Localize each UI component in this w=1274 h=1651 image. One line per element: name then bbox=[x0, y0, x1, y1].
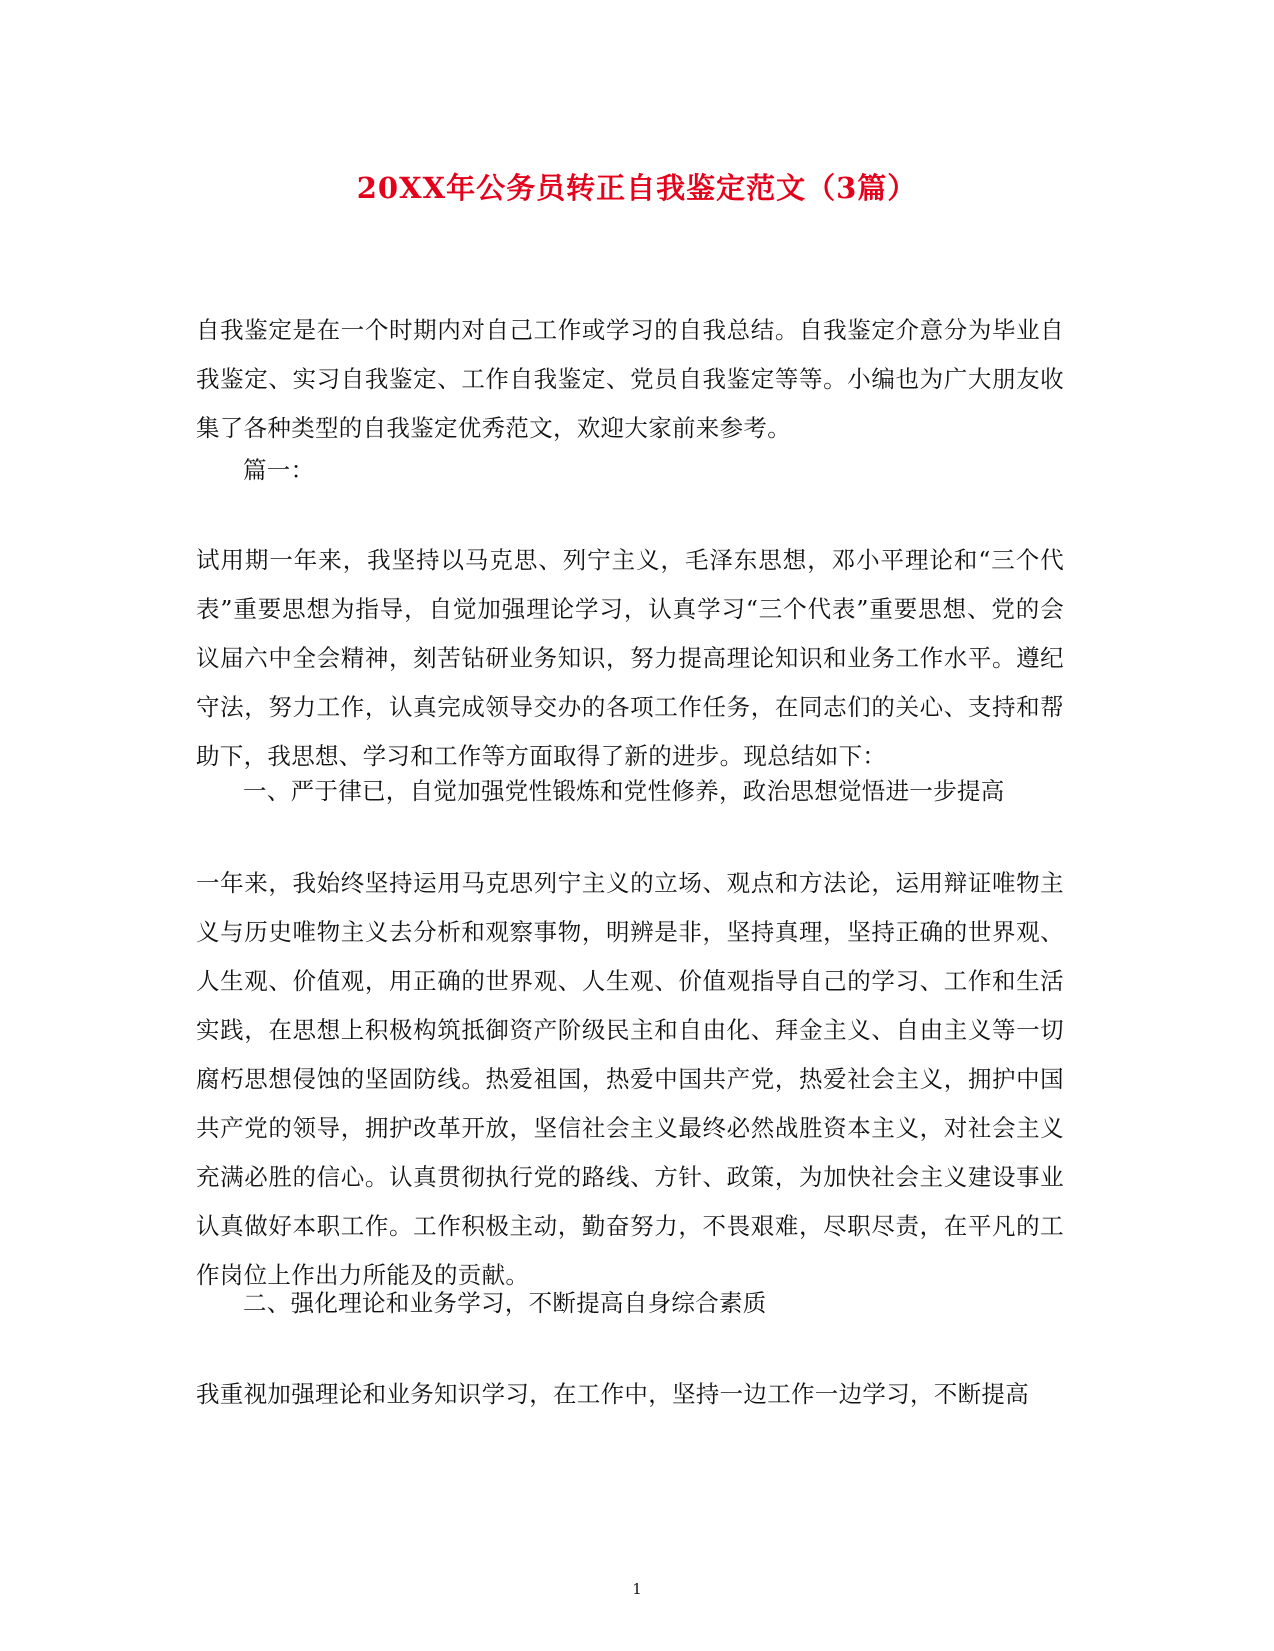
section-label: 篇一： bbox=[243, 456, 315, 484]
section-heading-2: 二、强化理论和业务学习，不断提高自身综合素质 bbox=[243, 1289, 767, 1317]
body-paragraph-2: 一年来，我始终坚持运用马克思列宁主义的立场、观点和方法论，运用辩证唯物主义与历史唯物主义去分析和观察事物，明辨是非，坚持真理，坚持正确的世界观、人生观、价值观，用正确的世界观、人生观、价值观指导自己的学习、工作和生活实践，在思想上积极构筑抵御资产阶级民主和自由化、拜金主义、自由主义等一切腐朽思想侵蚀的坚固防线。热爱祖国，热爱中国共产党，热爱社会主义，拥护中国共产党的领导，拥护改革开放，坚信社会主义最终必然战胜资本主义，对社会主义充满必胜的信心。认真贯彻执行党的路线、方针、政策，为加快社会主义建设事业认真做好本职工作。工作积极主动，勤奋努力，不畏艰难，尽职尽责，在平凡的工作岗位上作出力所能及的贡献。 bbox=[196, 869, 1064, 1289]
document-title: 20XX年公务员转正自我鉴定范文（3篇） bbox=[356, 171, 918, 205]
body-paragraph-3: 我重视加强理论和业务知识学习，在工作中，坚持一边工作一边学习，不断提高 bbox=[196, 1380, 1029, 1408]
intro-paragraph: 自我鉴定是在一个时期内对自己工作或学习的自我总结。自我鉴定介意分为毕业自我鉴定、实习自我鉴定、工作自我鉴定、党员自我鉴定等等。小编也为广大朋友收集了各种类型的自我鉴定优秀范文，欢迎大家前来参考。 bbox=[196, 316, 1064, 442]
page-number: 1 bbox=[632, 1580, 642, 1598]
section-heading-1: 一、严于律已，自觉加强党性锻炼和党性修养，政治思想觉悟进一步提高 bbox=[243, 777, 1005, 805]
body-paragraph-1: 试用期一年来，我坚持以马克思、列宁主义，毛泽东思想，邓小平理论和“三个代表”重要思想为指导，自觉加强理论学习，认真学习“三个代表”重要思想、党的会议届六中全会精神，刻苦钻研业务知识，努力提高理论知识和业务工作水平。遵纪守法，努力工作，认真完成领导交办的各项工作任务，在同志们的关心、支持和帮助下，我思想、学习和工作等方面取得了新的进步。现总结如下： bbox=[196, 546, 1064, 770]
